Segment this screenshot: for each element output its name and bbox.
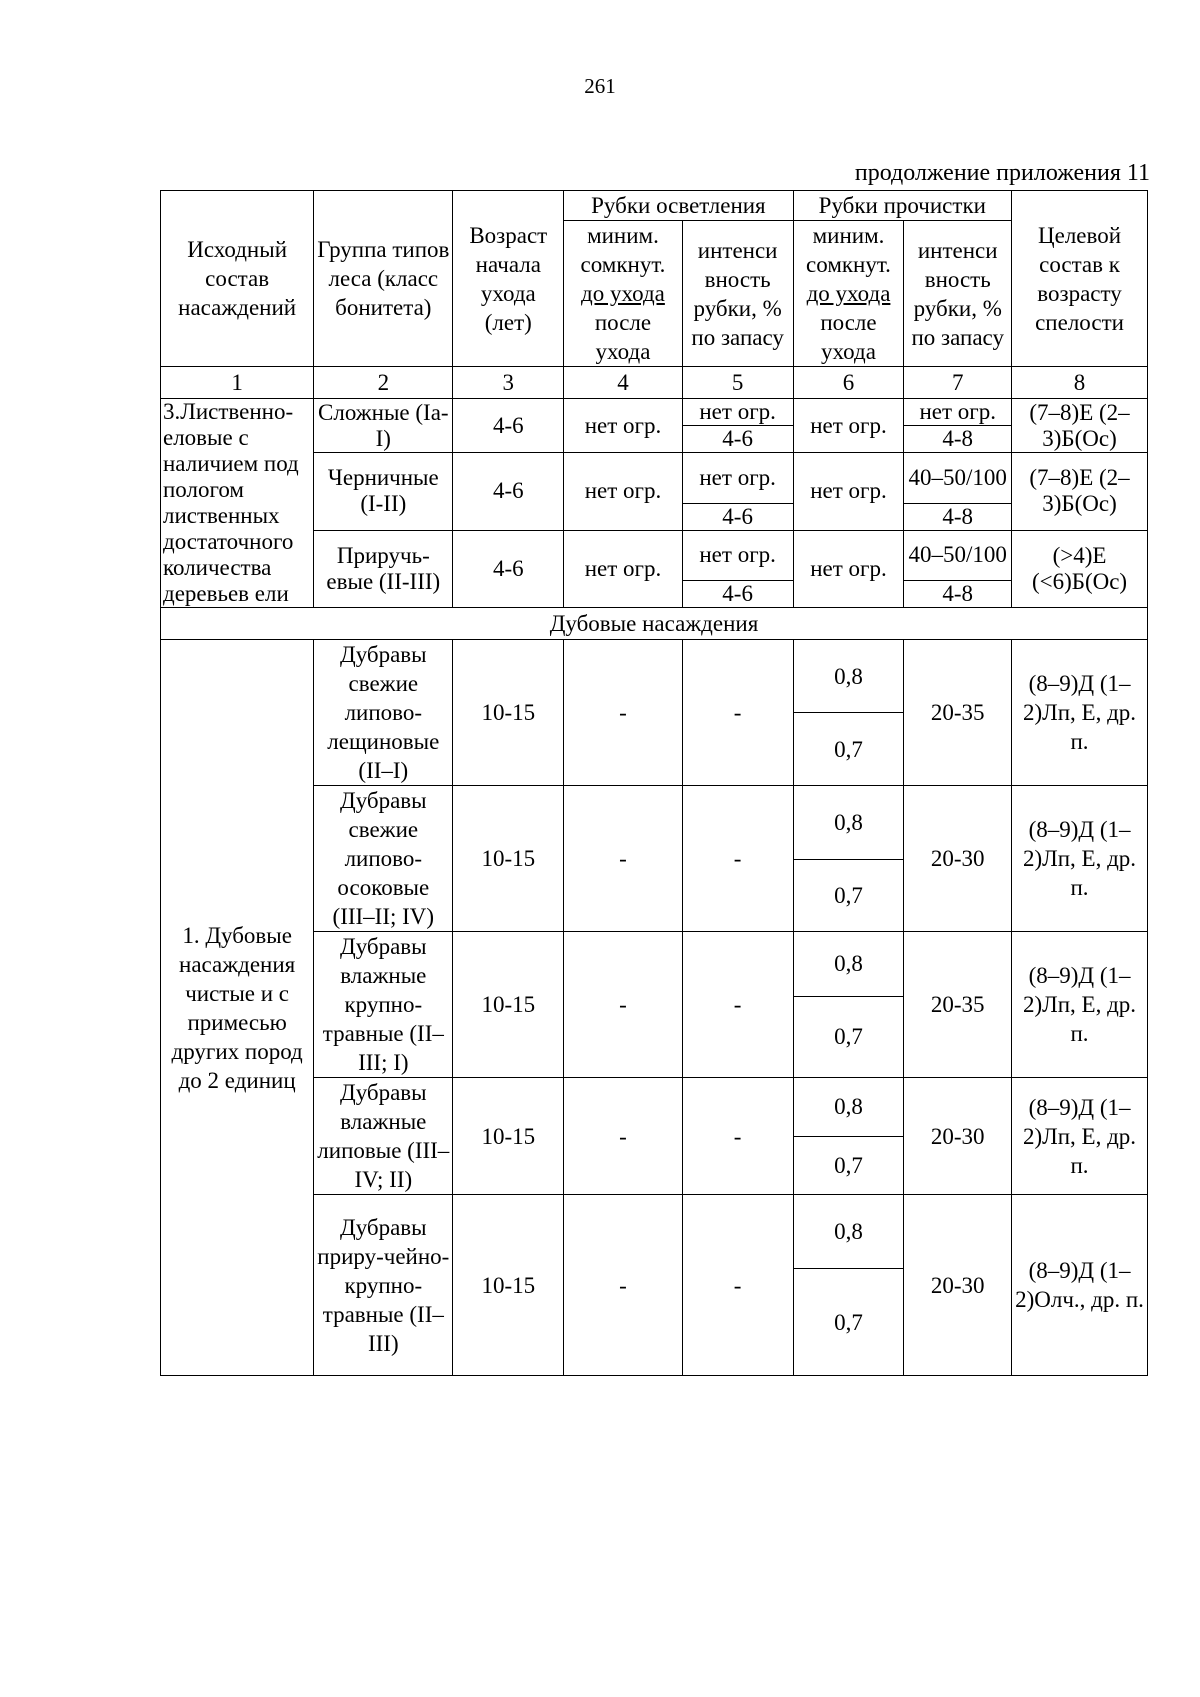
intensity-cell: 20-35 bbox=[904, 932, 1012, 1078]
forest-type-cell: Дубравы влажные липовые (III–IV; II) bbox=[314, 1078, 453, 1195]
column-number: 6 bbox=[793, 367, 904, 399]
header-target-composition: Целевой состав к возрасту спелости bbox=[1012, 191, 1148, 367]
intensity-bottom-cell: 4-6 bbox=[682, 581, 793, 608]
section-row bbox=[161, 608, 1148, 640]
source-composition-cell: 1. Дубовые насаждения чистые и с примесью других пород до 2 единиц bbox=[161, 640, 314, 1376]
column-number: 2 bbox=[314, 367, 453, 399]
header-after-care: после ухода bbox=[820, 310, 877, 364]
header-clearing-cuts: Рубки осветления bbox=[564, 191, 793, 221]
start-age-cell: 10-15 bbox=[453, 786, 564, 932]
density-after-cell: 0,7 bbox=[793, 713, 904, 786]
min-density-cell: нет огр. bbox=[564, 399, 682, 453]
forest-type-cell: Приручь-евые (II-III) bbox=[314, 530, 453, 608]
header-min-density-clearing bbox=[564, 221, 682, 367]
min-density-cell: - bbox=[564, 640, 682, 786]
header-before-care: до ухода bbox=[581, 281, 665, 306]
min-density-cell: - bbox=[564, 1078, 682, 1195]
min-density-cell: нет огр. bbox=[793, 453, 904, 531]
header-start-age: Возраст начала ухода (лет) bbox=[453, 191, 564, 367]
intensity-bottom-cell: 4-6 bbox=[682, 426, 793, 453]
density-after-cell: 0,7 bbox=[793, 860, 904, 932]
column-number: 1 bbox=[161, 367, 314, 399]
start-age-cell: 4-6 bbox=[453, 399, 564, 453]
intensity-cell: 20-30 bbox=[904, 1195, 1012, 1376]
start-age-cell: 10-15 bbox=[453, 932, 564, 1078]
density-before-cell: 0,8 bbox=[793, 1078, 904, 1137]
intensity-bottom-cell: 4-6 bbox=[682, 503, 793, 530]
target-composition-cell: (7–8)Е (2–3)Б(Ос) bbox=[1012, 453, 1148, 531]
target-composition-cell: (8–9)Д (1–2)Лп, Е, др. п. bbox=[1012, 932, 1148, 1078]
source-composition-cell: 3.Лиственно-еловые с наличием под пологом лиственных достаточного количества деревьев ели bbox=[161, 399, 314, 608]
header-intensity-clearing: интенси вность рубки, % по запасу bbox=[682, 221, 793, 367]
forest-type-cell: Дубравы свежие липово-осоковые (III–II; IV) bbox=[314, 786, 453, 932]
intensity-bottom-cell: 4-8 bbox=[904, 581, 1012, 608]
start-age-cell: 10-15 bbox=[453, 1078, 564, 1195]
intensity-cell: 20-30 bbox=[904, 786, 1012, 932]
forest-type-cell: Дубравы влажные крупно-травные (II–III; I) bbox=[314, 932, 453, 1078]
header-intensity-cleaning: интенси вность рубки, % по запасу bbox=[904, 221, 1012, 367]
page-number: 261 bbox=[584, 74, 616, 98]
target-composition-cell: (8–9)Д (1–2)Лп, Е, др. п. bbox=[1012, 640, 1148, 786]
min-density-cell: нет огр. bbox=[793, 399, 904, 453]
intensity-cell: 20-30 bbox=[904, 1078, 1012, 1195]
min-density-cell: нет огр. bbox=[793, 530, 904, 608]
column-number: 5 bbox=[682, 367, 793, 399]
target-composition-cell: (8–9)Д (1–2)Олч., др. п. bbox=[1012, 1195, 1148, 1376]
column-number: 3 bbox=[453, 367, 564, 399]
header-min-density-label: миним. сомкнут. bbox=[806, 223, 891, 277]
start-age-cell: 4-6 bbox=[453, 530, 564, 608]
target-composition-cell: (7–8)Е (2–3)Б(Ос) bbox=[1012, 399, 1148, 453]
density-after-cell: 0,7 bbox=[793, 1136, 904, 1195]
table-row bbox=[161, 640, 1148, 713]
density-before-cell: 0,8 bbox=[793, 1195, 904, 1269]
table-row bbox=[161, 399, 1148, 426]
column-number: 4 bbox=[564, 367, 682, 399]
start-age-cell: 4-6 bbox=[453, 453, 564, 531]
header-min-density-cleaning bbox=[793, 221, 904, 367]
intensity-cell: 20-35 bbox=[904, 640, 1012, 786]
intensity-cell: - bbox=[682, 786, 793, 932]
min-density-cell: нет огр. bbox=[564, 453, 682, 531]
header-source-composition: Исходный состав насаждений bbox=[161, 191, 314, 367]
header-cleaning-cuts: Рубки прочистки bbox=[793, 191, 1011, 221]
density-after-cell: 0,7 bbox=[793, 1269, 904, 1376]
intensity-cell: - bbox=[682, 1078, 793, 1195]
forest-type-cell: Сложные (Ia-I) bbox=[314, 399, 453, 453]
intensity-top-cell: нет огр. bbox=[904, 399, 1012, 426]
header-after-care: после ухода bbox=[594, 310, 652, 364]
intensity-top-cell: 40–50/100 bbox=[904, 453, 1012, 504]
density-before-cell: 0,8 bbox=[793, 640, 904, 713]
forest-care-table bbox=[160, 190, 1148, 1376]
target-composition-cell: (8–9)Д (1–2)Лп, Е, др. п. bbox=[1012, 1078, 1148, 1195]
header-forest-type-group: Группа типов леса (класс бонитета) bbox=[314, 191, 453, 367]
min-density-cell: - bbox=[564, 786, 682, 932]
forest-type-cell: Дубравы свежие липово-лещиновые (II–I) bbox=[314, 640, 453, 786]
intensity-top-cell: 40–50/100 bbox=[904, 530, 1012, 581]
forest-type-cell: Дубравы приру-чейно-крупно-травные (II–III) bbox=[314, 1195, 453, 1376]
column-numbers-row bbox=[161, 367, 1148, 399]
target-composition-cell: (8–9)Д (1–2)Лп, Е, др. п. bbox=[1012, 786, 1148, 932]
min-density-cell: - bbox=[564, 1195, 682, 1376]
intensity-bottom-cell: 4-8 bbox=[904, 426, 1012, 453]
min-density-cell: нет огр. bbox=[564, 530, 682, 608]
header-before-care: до ухода bbox=[806, 281, 891, 306]
density-after-cell: 0,7 bbox=[793, 996, 904, 1077]
column-number: 7 bbox=[904, 367, 1012, 399]
column-number: 8 bbox=[1012, 367, 1148, 399]
header-min-density-label: миним. сомкнут. bbox=[580, 223, 666, 277]
target-composition-cell: (>4)Е (<6)Б(Ос) bbox=[1012, 530, 1148, 608]
intensity-top-cell: нет огр. bbox=[682, 399, 793, 426]
section-title: Дубовые насаждения bbox=[161, 608, 1148, 640]
intensity-cell: - bbox=[682, 932, 793, 1078]
intensity-top-cell: нет огр. bbox=[682, 530, 793, 581]
forest-type-cell: Черничные (I-II) bbox=[314, 453, 453, 531]
intensity-cell: - bbox=[682, 1195, 793, 1376]
intensity-top-cell: нет огр. bbox=[682, 453, 793, 504]
table-caption: продолжение приложения 11 bbox=[854, 160, 1150, 186]
start-age-cell: 10-15 bbox=[453, 640, 564, 786]
intensity-cell: - bbox=[682, 640, 793, 786]
intensity-bottom-cell: 4-8 bbox=[904, 503, 1012, 530]
min-density-cell: - bbox=[564, 932, 682, 1078]
density-before-cell: 0,8 bbox=[793, 786, 904, 860]
density-before-cell: 0,8 bbox=[793, 932, 904, 997]
start-age-cell: 10-15 bbox=[453, 1195, 564, 1376]
